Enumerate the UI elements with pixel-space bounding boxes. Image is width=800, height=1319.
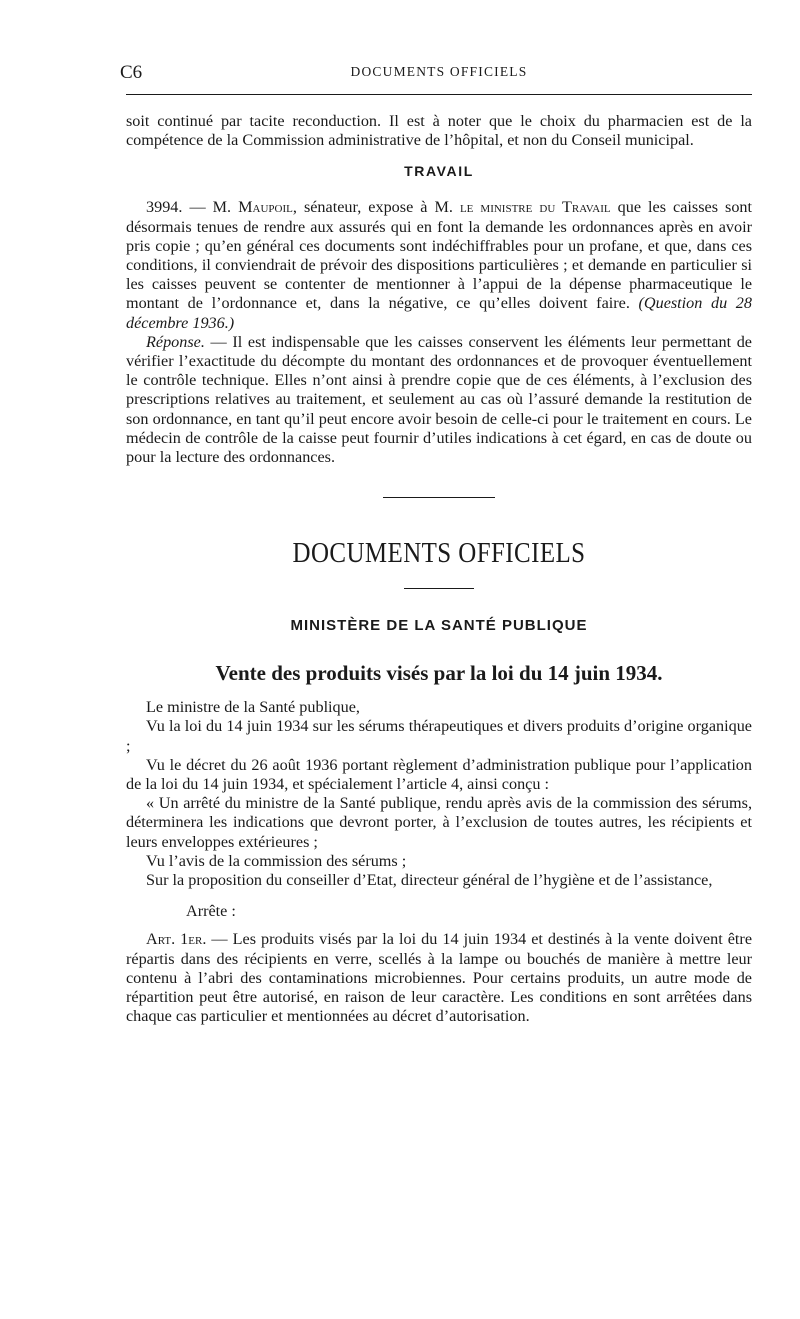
running-title: DOCUMENTS OFFICIELS <box>350 64 528 79</box>
minister-name: le ministre du Travail <box>459 198 611 217</box>
title-underline <box>404 588 474 589</box>
decree-title: Vente des produits visés par la loi du 14 juin 1934. <box>215 661 663 686</box>
travail-heading: TRAVAIL <box>404 163 474 180</box>
question-body: que les caisses sont désormais tenues de rendre aux assurés qui en font la demande les ordonnances après en avoir pris copie ; qu’en général ces documents sont indéchiffrables pour un profane, et que, dans ces conditions, il conviendrait de prévoir des dispositions particulières ; et demande en particulier si les caisses peuvent se contenter de mentionner à l’appui de la dépense pharmaceutique le montant de l’ordonnance et, dans la négative, ce qu’elles doivent faire. <box>126 198 753 313</box>
answer-paragraph <box>126 333 752 467</box>
senator-name: Maupoil <box>238 198 293 217</box>
continued-paragraph: soit continué par tacite reconduction. Il est à noter que le choix du pharmacien est de la compétence de la Commission administrative de l’hôpital, et non du Conseil municipal. <box>126 112 752 150</box>
question-number: 3994. — M. <box>146 198 232 217</box>
decree-body <box>126 698 752 890</box>
answer-label: Réponse. <box>146 332 205 351</box>
section-divider <box>383 497 495 498</box>
decree-paragraph: Sur la proposition du conseiller d’Etat, directeur général de l’hygiène et de l’assistance, <box>146 871 713 890</box>
decree-paragraph: Vu l’avis de la commission des sérums ; <box>146 851 407 870</box>
decree-paragraph: Le ministre de la Santé publique, <box>146 698 360 717</box>
official-section-title: DOCUMENTS OFFICIELS <box>292 537 586 570</box>
page-number: C6 <box>120 62 143 83</box>
question-paragraph <box>126 198 752 332</box>
decree-paragraph: Vu la loi du 14 juin 1934 sur les sérums thérapeutiques et divers produits d’origine organique ; <box>126 717 752 755</box>
article-paragraph <box>126 930 752 1026</box>
article-label: Art. 1er. <box>146 930 207 949</box>
decree-paragraph: Vu le décret du 26 août 1936 portant règlement d’administration publique pour l’application de la loi du 14 juin 1934, et spécialement l’article 4, ainsi conçu : <box>126 755 752 794</box>
ministry-heading: MINISTÈRE DE LA SANTÉ PUBLIQUE <box>290 617 588 635</box>
decree-paragraph: « Un arrêté du ministre de la Santé publique, rendu après avis de la commission des sérums, déterminera les indications que devront porter, à l’exclusion de toutes autres, les récipients et leurs enveloppes extérieures ; <box>126 794 752 851</box>
question-intro: , sénateur, expose à M. <box>292 198 453 217</box>
header-rule <box>126 94 752 95</box>
running-header <box>120 52 752 83</box>
article-text: — Les produits visés par la loi du 14 juin 1934 et destinés à la vente doivent être répartis dans des récipients en verre, scellés à la lampe ou bouchés de manière à mettre leur contenu à l’abri des contaminations microbiennes. Pour certains produits, un autre mode de répartition peut être autorisé, en raison de leur caractère. Les conditions en sont arrêtées dans chaque cas particulier et mentionnées au décret d’autorisation. <box>126 930 752 1026</box>
question-date: (Question du 28 décembre 1936.) <box>126 294 752 332</box>
answer-body: — Il est indispensable que les caisses conservent les éléments leur permettant de vérifier l’exactitude du décompte du montant des ordonnances et de provoquer éventuellement le contrôle technique. Elles n’ont ainsi à prendre copie que de ces éléments, à l’exclusion des prescriptions relatives au traitement, et seulement au cas où l’assuré demande la restitution de son ordonnance, en tant qu’il peut encore avoir besoin de celle-ci pour le traitement en cours. Le médecin de contrôle de la caisse peut fournir d’utiles indications à cet égard, en cas de doute ou pour la lecture des ordonnances. <box>126 332 752 467</box>
document-page <box>120 52 753 1027</box>
arrete-line: Arrête : <box>186 902 236 921</box>
